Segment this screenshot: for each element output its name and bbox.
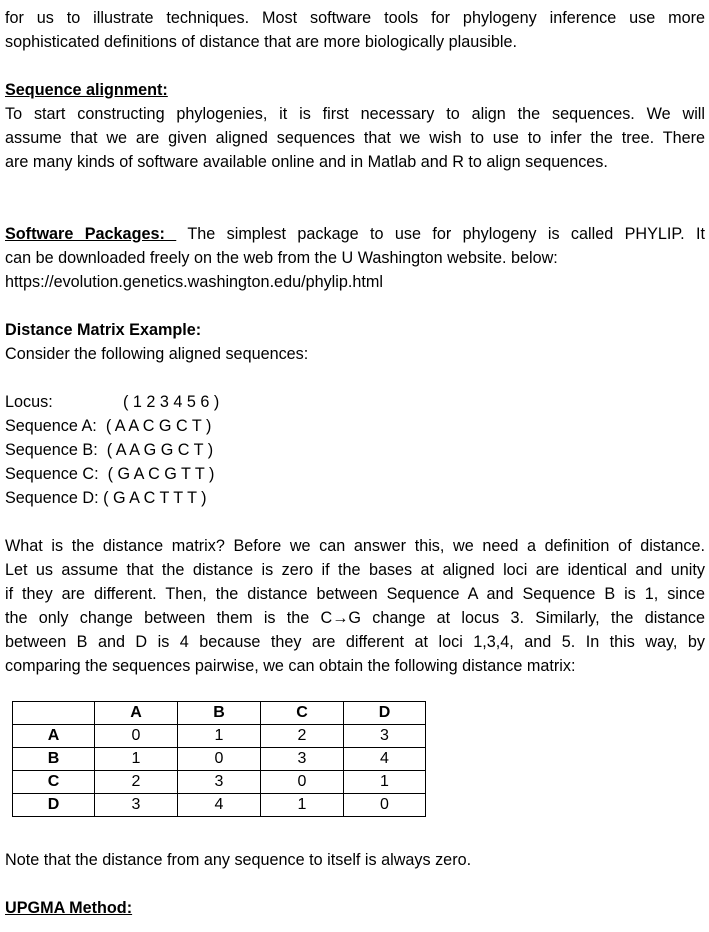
sequence-c-label: Sequence C: (5, 465, 99, 483)
table-cell: 4 (178, 794, 261, 817)
upgma-heading: UPGMA Method: (5, 899, 133, 917)
distance-matrix-intro: Consider the following aligned sequences: (5, 345, 309, 363)
phylip-url[interactable]: https://evolution.genetics.washington.edu/phylip.html (5, 273, 383, 291)
explanation-line-1: What is the distance matrix? Before we can answer this, we need a definition of distance. (5, 537, 705, 555)
locus-value: ( 1 2 3 4 5 6 ) (123, 393, 220, 411)
table-corner-cell (13, 702, 95, 725)
sequence-alignment-line-2: assume that we are given aligned sequences that we wish to use to infer the tree. There (5, 129, 705, 147)
software-packages-line-1 (5, 222, 705, 246)
sequence-c-row (5, 462, 705, 486)
table-row (13, 725, 426, 748)
table-cell: 1 (95, 748, 178, 771)
table-cell: 3 (95, 794, 178, 817)
sequence-b-row (5, 438, 705, 462)
table-header-row (13, 702, 426, 725)
distance-matrix-table (12, 701, 426, 817)
column-header: D (344, 702, 426, 725)
table-row (13, 748, 426, 771)
table-cell: 1 (178, 725, 261, 748)
intro-line-2: sophisticated definitions of distance that are more biologically plausible. (5, 33, 518, 51)
sequence-a-value: ( A A C G C T ) (105, 417, 212, 435)
table-cell: 1 (261, 794, 344, 817)
table-cell: 1 (344, 771, 426, 794)
table-row (13, 771, 426, 794)
sequence-b-label: Sequence B: (5, 441, 98, 459)
sequence-alignment-line-3: are many kinds of software available online and in Matlab and R to align sequences. (5, 153, 608, 171)
table-cell: 0 (261, 771, 344, 794)
sequence-alignment-heading: Sequence alignment: (5, 81, 168, 99)
software-packages-line-2: can be downloaded freely on the web from the U Washington website. below: (5, 249, 558, 267)
self-distance-note: Note that the distance from any sequence to itself is always zero. (5, 851, 472, 869)
table-cell: 0 (344, 794, 426, 817)
column-header: C (261, 702, 344, 725)
locus-row (5, 390, 705, 414)
distance-matrix-heading: Distance Matrix Example: (5, 321, 202, 339)
document-page (5, 6, 705, 678)
sequence-d-row (5, 486, 705, 510)
sequence-a-row (5, 414, 705, 438)
column-header: A (95, 702, 178, 725)
row-header: A (13, 725, 95, 748)
explanation-line-2: Let us assume that the distance is zero if the bases at aligned loci are identical and unity (5, 561, 705, 579)
row-header: D (13, 794, 95, 817)
table-cell: 0 (95, 725, 178, 748)
row-header: C (13, 771, 95, 794)
sequence-d-value: ( G A C T T T ) (103, 489, 207, 507)
table-cell: 3 (261, 748, 344, 771)
sequence-b-value: ( A A G G C T ) (106, 441, 214, 459)
explanation-line-4: the only change between them is the C→G change at locus 3. Similarly, the distance (5, 609, 705, 627)
row-header: B (13, 748, 95, 771)
column-header: B (178, 702, 261, 725)
table-row (13, 794, 426, 817)
sequence-c-value: ( G A C G T T ) (107, 465, 215, 483)
intro-line-1: for us to illustrate techniques. Most software tools for phylogeny inference use more (5, 9, 705, 27)
explanation-line-5: between B and D is 4 because they are different at loci 1,3,4, and 5. In this way, by (5, 633, 705, 651)
locus-label: Locus: (5, 393, 53, 411)
table-cell: 3 (178, 771, 261, 794)
sequence-a-label: Sequence A: (5, 417, 97, 435)
explanation-line-3: if they are different. Then, the distance between Sequence A and Sequence B is 1, since (5, 585, 705, 603)
explanation-line-6: comparing the sequences pairwise, we can obtain the following distance matrix: (5, 657, 576, 675)
sequence-alignment-line-1: To start constructing phylogenies, it is first necessary to align the sequences. We will (5, 105, 705, 123)
table-cell: 3 (344, 725, 426, 748)
sequence-d-label: Sequence D: (5, 489, 99, 507)
table-cell: 2 (261, 725, 344, 748)
software-packages-heading: Software Packages: (5, 225, 177, 243)
table-cell: 0 (178, 748, 261, 771)
table-cell: 4 (344, 748, 426, 771)
software-packages-text: The simplest package to use for phylogeny is called PHYLIP. It (176, 225, 706, 243)
table-cell: 2 (95, 771, 178, 794)
